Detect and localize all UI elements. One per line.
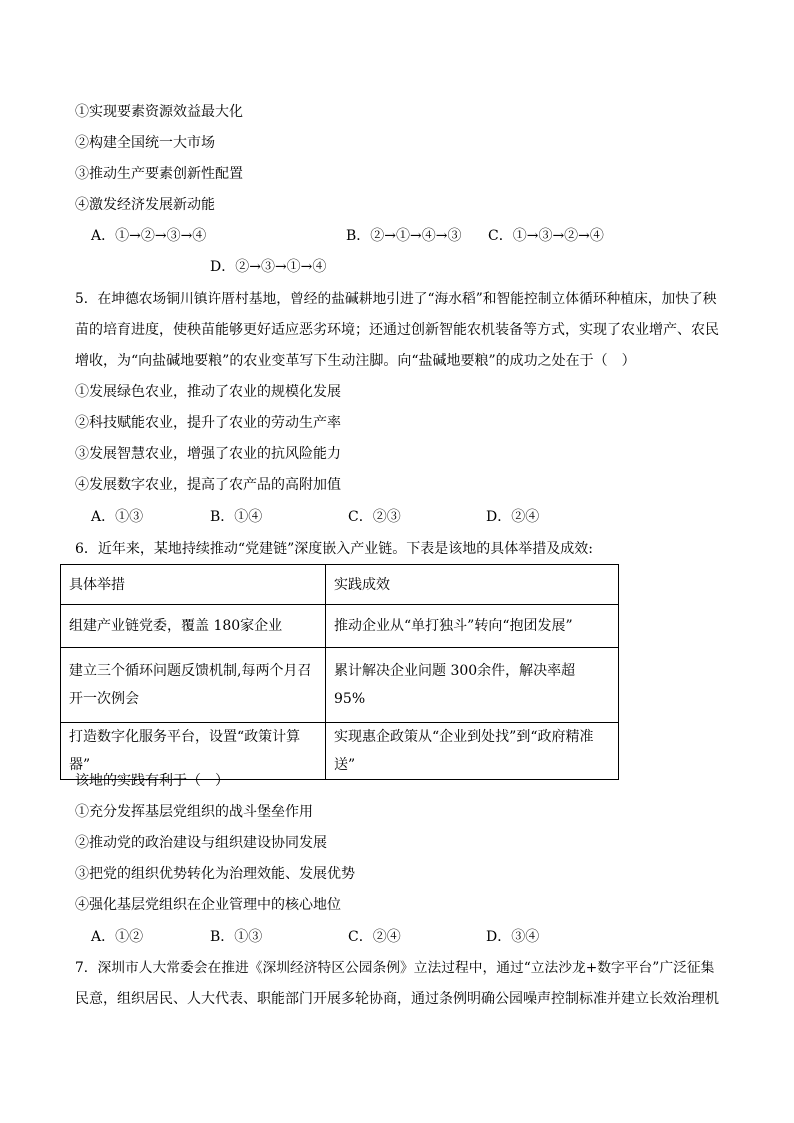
q6-statement-2: ②推动党的政治建设与组织建设协同发展 (75, 835, 327, 851)
q5-stem-line-1: 5．在坤德农场铜川镇许厝村基地，曾经的盐碱耕地引进了“海水稻”和智能控制立体循环种植床，加快了秧 (75, 291, 717, 307)
q6-statement-3: ③把党的组织优势转化为治理效能、发展优势 (75, 866, 355, 882)
q5-statement-1: ①发展绿色农业，推动了农业的规模化发展 (75, 384, 341, 400)
q7-stem-line-1: 7．深圳市人大常委会在推进《深圳经济特区公园条例》立法过程中，通过“立法沙龙+数字平台”广泛征集 (75, 960, 715, 976)
q5-option-a: A．①③ (91, 509, 144, 525)
q5-option-d: D．②④ (486, 509, 540, 525)
table-cell-measure: 打造数字化服务平台，设置“政策计算器” (61, 723, 326, 780)
q6-option-c: C．②④ (348, 929, 401, 945)
table-header-result: 实践成效 (326, 565, 619, 605)
table-cell-result: 实现惠企政策从“企业到处找”到“政府精准送” (326, 723, 619, 780)
q5-statement-2: ②科技赋能农业，提升了农业的劳动生产率 (75, 415, 341, 431)
q5-option-c: C．②③ (348, 509, 401, 525)
table-row (61, 648, 619, 723)
table-cell-measure: 建立三个循环问题反馈机制,每两个月召开一次例会 (61, 648, 326, 723)
q4-option-d: D．②→③→①→④ (210, 259, 327, 275)
q4-statement-3: ③推动生产要素创新性配置 (75, 166, 243, 182)
q5-statement-4: ④发展数字农业，提高了农产品的高附加值 (75, 477, 341, 493)
q6-option-b: B．①③ (210, 929, 263, 945)
table-header-row (61, 565, 619, 605)
table-cell-measure: 组建产业链党委，覆盖 180家企业 (61, 605, 326, 648)
q5-statement-3: ③发展智慧农业，增强了农业的抗风险能力 (75, 446, 341, 462)
q6-stem: 6．近年来，某地持续推动“党建链”深度嵌入产业链。下表是该地的具体举措及成效: (75, 541, 593, 557)
q6-option-d: D．③④ (486, 929, 540, 945)
table-row (61, 605, 619, 648)
q6-option-a: A．①② (91, 929, 144, 945)
q5-option-b: B．①④ (210, 509, 263, 525)
q4-statement-1: ①实现要素资源效益最大化 (75, 104, 243, 120)
q4-option-a: A．①→②→③→④ (91, 228, 207, 244)
q4-statement-2: ②构建全国统一大市场 (75, 135, 215, 151)
q5-stem-line-3: 增收，为“向盐碱地要粮”的农业变革写下生动注脚。向“盐碱地要粮”的成功之处在于（ ） (75, 353, 636, 369)
table-cell-result: 累计解决企业问题 300余件，解决率超 95% (326, 648, 619, 723)
measures-table (60, 564, 619, 780)
q4-option-b: B．②→①→④→③ (346, 228, 462, 244)
table-header-measure: 具体举措 (61, 565, 326, 605)
q4-statement-4: ④激发经济发展新动能 (75, 197, 215, 213)
q6-statement-4: ④强化基层党组织在企业管理中的核心地位 (75, 897, 341, 913)
q7-stem-line-2: 民意，组织居民、人大代表、职能部门开展多轮协商，通过条例明确公园噪声控制标准并建立长效治理机 (75, 991, 719, 1007)
q5-stem-line-2: 苗的培育进度，使秧苗能够更好适应恶劣环境；还通过创新智能农机装备等方式，实现了农业增产、农民 (75, 322, 719, 338)
q6-statement-1: ①充分发挥基层党组织的战斗堡垒作用 (75, 804, 313, 820)
q6-question: 该地的实践有利于（ ） (75, 773, 229, 789)
table-cell-result: 推动企业从“单打独斗”转向“抱团发展” (326, 605, 619, 648)
q4-option-c: C．①→③→②→④ (488, 228, 604, 244)
